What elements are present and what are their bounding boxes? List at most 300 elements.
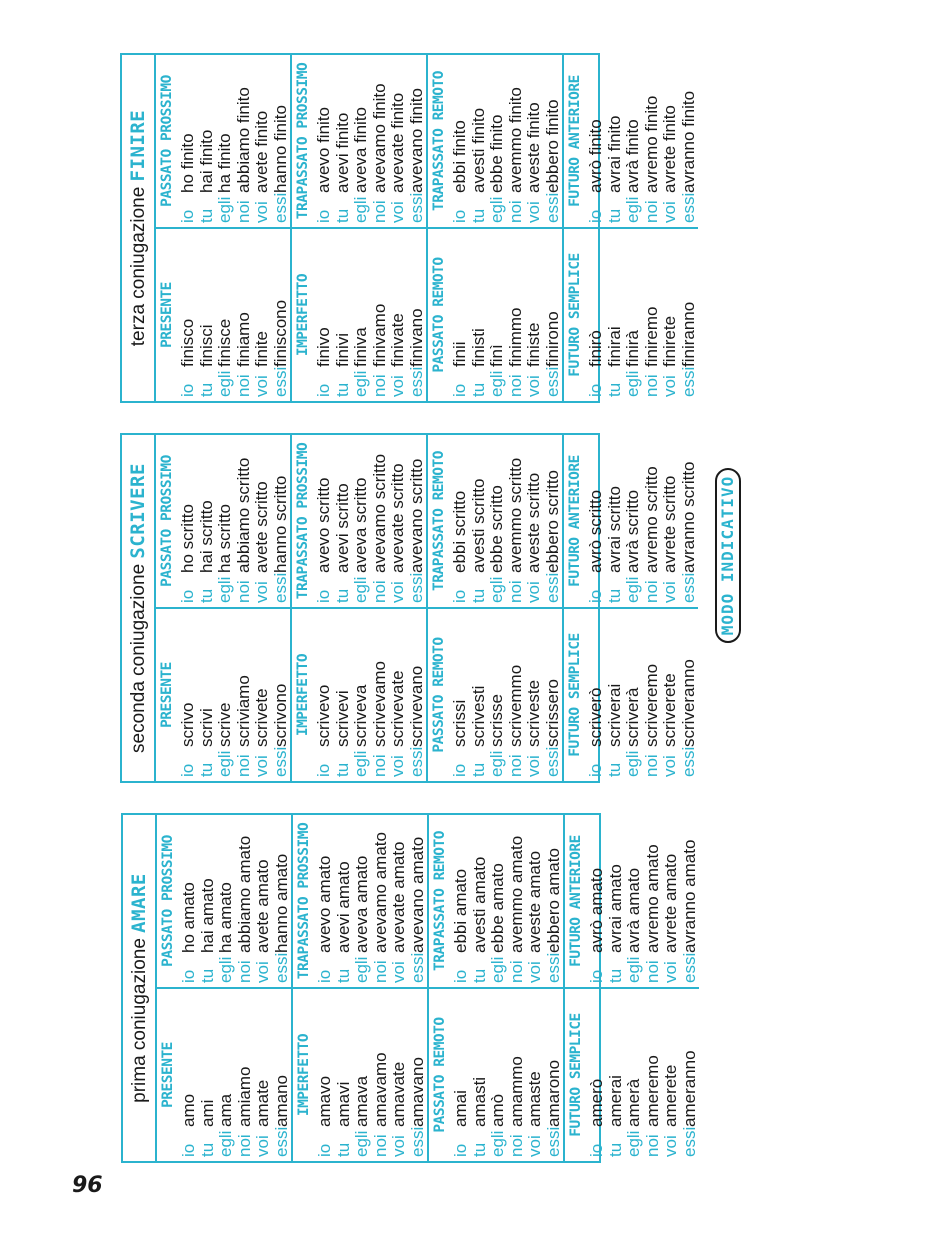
tense-block	[292, 435, 426, 607]
verb-form: avesti finito	[468, 107, 488, 193]
pronoun: egli	[215, 370, 234, 397]
conjugation-form	[587, 233, 606, 397]
tense-row	[291, 815, 427, 1161]
pronoun: io	[314, 763, 333, 777]
verb-form: avesti scritto	[468, 478, 488, 573]
conjugation-form	[661, 439, 680, 603]
pronoun: io	[450, 763, 469, 777]
verb-form: finisci	[196, 324, 216, 367]
verb-form: avevate scritto	[388, 463, 407, 573]
pronoun: voi	[660, 201, 679, 223]
conjugation-form	[217, 993, 236, 1157]
pronoun: noi	[233, 374, 253, 397]
tense-grid	[156, 55, 698, 401]
pronoun: tu	[333, 1142, 353, 1157]
conjugation-form	[488, 439, 507, 603]
pronoun: egli	[487, 196, 506, 223]
pronoun: noi	[505, 374, 525, 397]
pronoun: essi	[271, 952, 291, 983]
conjugation-form	[253, 613, 272, 777]
tense-heading: PRESENTE	[160, 1042, 176, 1108]
verb-form: abbiamo amato	[234, 835, 254, 953]
pronoun: tu	[332, 208, 352, 223]
verb-form: finì	[487, 344, 506, 367]
verb-form: scriveste	[524, 679, 543, 747]
conjugation-form	[316, 819, 335, 983]
pronoun: voi	[253, 961, 272, 983]
verb-form: scrissi	[450, 699, 469, 747]
tense-block	[156, 435, 290, 607]
verb-form: amavo	[315, 1075, 334, 1127]
conjugation-form	[198, 613, 217, 777]
pronoun: voi	[388, 581, 407, 603]
verb-form: scrivo	[178, 702, 197, 747]
verb-form: scrisse	[487, 694, 506, 747]
conjugation-form	[352, 233, 371, 397]
pronoun: tu	[196, 762, 216, 777]
conjugation-form	[471, 993, 490, 1157]
pronoun: io	[586, 383, 605, 397]
pronoun: io	[586, 763, 605, 777]
pronoun: io	[179, 1143, 198, 1157]
pronoun: io	[178, 763, 197, 777]
verb-form: avrò amato	[587, 867, 606, 953]
verb-form: hanno amato	[271, 853, 291, 953]
pronoun: egli	[624, 956, 643, 983]
conjugation-panel-scrivere	[120, 433, 698, 783]
verb-form: amavamo	[370, 1052, 390, 1127]
tense-heading: PASSATO PROSSIMO	[159, 75, 175, 207]
conjugation-form	[587, 59, 606, 223]
verb-form: amavi	[333, 1081, 353, 1127]
pronoun: egli	[487, 576, 506, 603]
verb-form: amerai	[605, 1075, 625, 1127]
pronoun: tu	[196, 382, 216, 397]
verb-form: amò	[488, 1093, 507, 1127]
conjugation-form	[236, 819, 255, 983]
verb-form: avesti amato	[469, 856, 489, 953]
conjugation-form	[216, 233, 235, 397]
pronoun: io	[314, 209, 333, 223]
pronoun: tu	[604, 208, 624, 223]
conjugation-form	[681, 993, 700, 1157]
verb-form: scriveva	[351, 684, 370, 747]
pronoun: tu	[468, 762, 488, 777]
verb-form: amavate	[389, 1061, 408, 1127]
verb-form: avrà finito	[623, 119, 642, 193]
conjugation-form	[179, 439, 198, 603]
verb-form: avremo finito	[641, 95, 661, 193]
tense-heading: IMPERFETTO	[296, 1033, 312, 1117]
pronoun: egli	[488, 956, 507, 983]
pronoun: voi	[389, 961, 408, 983]
tense-block	[564, 607, 698, 781]
verb-form: avrà amato	[624, 867, 643, 953]
verb-form: abbiamo finito	[233, 87, 253, 193]
tense-heading: PRESENTE	[159, 282, 175, 348]
verb-form: ebbe amato	[488, 863, 507, 953]
tense-row	[156, 55, 290, 401]
conjugation-form	[544, 233, 563, 397]
tense-heading: FUTURO SEMPLICE	[567, 253, 583, 377]
tense-heading: TRAPASSATO PROSSIMO	[295, 442, 311, 600]
verb-form: avrà scritto	[623, 489, 642, 573]
pronoun: io	[587, 969, 606, 983]
conjugation-form	[315, 613, 334, 777]
pronoun: noi	[369, 754, 389, 777]
tense-block	[292, 55, 426, 227]
conjugation-form	[606, 439, 625, 603]
tense-row	[426, 55, 562, 401]
conjugation-form	[680, 59, 699, 223]
conjugation-form	[273, 993, 292, 1157]
verb-form: amai	[451, 1090, 470, 1127]
pronoun: tu	[332, 382, 352, 397]
pronoun: essi	[543, 952, 563, 983]
conjugation-form	[643, 613, 662, 777]
conjugation-form	[588, 819, 607, 983]
conjugation-form	[198, 233, 217, 397]
verb-form: avevo scritto	[314, 477, 333, 573]
verb-form: amiamo	[234, 1066, 254, 1127]
conjugation-form	[179, 613, 198, 777]
verb-form: amo	[179, 1093, 198, 1127]
conjugation-form	[607, 819, 626, 983]
verb-form: scriverai	[604, 683, 624, 747]
verb-form: finirà	[623, 330, 642, 367]
tense-block	[156, 607, 290, 781]
verb-form: avevano finito	[406, 88, 426, 193]
pronoun: tu	[197, 968, 217, 983]
pronoun: io	[179, 969, 198, 983]
pronoun: noi	[641, 200, 661, 223]
pronoun: io	[586, 209, 605, 223]
pronoun: noi	[369, 580, 389, 603]
verb-form: avevi finito	[332, 112, 352, 193]
verb-form: ha amato	[216, 882, 235, 953]
pronoun: noi	[369, 374, 389, 397]
conjugation-label: prima coniugazione	[129, 938, 150, 1103]
verb-form: avrò finito	[586, 119, 605, 193]
conjugation-form	[470, 439, 489, 603]
conjugation-form	[606, 613, 625, 777]
verb-form: finimmo	[505, 307, 525, 367]
conjugation-form	[409, 819, 428, 983]
verb-form: avemmo scritto	[505, 457, 525, 573]
tense-row	[157, 815, 291, 1161]
pronoun: voi	[660, 581, 679, 603]
verb-form: ameremo	[642, 1055, 662, 1127]
verb-form: hai finito	[196, 129, 216, 193]
pronoun: noi	[234, 960, 254, 983]
conjugation-form	[451, 613, 470, 777]
conjugation-form	[488, 59, 507, 223]
panel-title	[123, 815, 157, 1161]
pronoun: noi	[233, 754, 253, 777]
verb-form: scriverete	[660, 673, 679, 747]
conjugation-form	[216, 613, 235, 777]
verb-form: amerete	[661, 1064, 680, 1127]
tense-heading: TRAPASSATO REMOTO	[431, 71, 447, 211]
conjugation-form	[235, 439, 254, 603]
verb-form: finii	[450, 341, 469, 367]
verb-form: finivi	[332, 332, 352, 367]
verb-form: finirete	[660, 315, 679, 367]
conjugation-form	[389, 613, 408, 777]
tense-heading: PRESENTE	[159, 662, 175, 728]
verb-form: avevo finito	[314, 107, 333, 193]
verb-form: avevamo finito	[369, 83, 389, 193]
verb-form: amano	[271, 1075, 291, 1127]
pronoun: essi	[270, 366, 290, 397]
conjugation-form	[644, 819, 663, 983]
pronoun: io	[450, 589, 469, 603]
pronoun: noi	[506, 1134, 526, 1157]
conjugation-form	[643, 439, 662, 603]
conjugation-form	[216, 59, 235, 223]
tense-block	[565, 815, 699, 987]
pronoun: egli	[487, 750, 506, 777]
conjugation-form	[180, 993, 199, 1157]
pronoun: tu	[469, 1142, 489, 1157]
pronoun: noi	[641, 374, 661, 397]
verb-form: amavano	[407, 1057, 427, 1127]
pronoun: voi	[388, 755, 407, 777]
tense-block	[429, 987, 563, 1161]
pronoun: voi	[252, 755, 271, 777]
pronoun: essi	[542, 366, 562, 397]
pronoun: tu	[604, 588, 624, 603]
rotated-content	[120, 53, 820, 1163]
verb-form: finirò	[586, 330, 605, 367]
pronoun: essi	[542, 572, 562, 603]
verb-name: SCRIVERE	[127, 463, 149, 559]
tense-block	[292, 607, 426, 781]
verb-form: abbiamo scritto	[233, 457, 253, 573]
pronoun: voi	[661, 1135, 680, 1157]
verb-form: ebbi scritto	[450, 490, 469, 573]
conjugation-form	[199, 819, 218, 983]
pronoun: voi	[660, 755, 679, 777]
verb-name: AMARE	[128, 873, 150, 933]
tense-grid	[157, 815, 699, 1161]
conjugation-form	[525, 233, 544, 397]
conjugation-form	[544, 439, 563, 603]
verb-form: scrissero	[542, 678, 562, 747]
verb-form: aveste finito	[524, 102, 543, 193]
conjugation-form	[544, 613, 563, 777]
pronoun: egli	[351, 370, 370, 397]
pronoun: tu	[468, 588, 488, 603]
verb-form: finiste	[524, 322, 543, 367]
tense-heading: TRAPASSATO REMOTO	[431, 451, 447, 591]
verb-form: scrivevo	[314, 684, 333, 747]
conjugation-form	[471, 819, 490, 983]
verb-form: hai amato	[197, 878, 217, 953]
conjugation-form	[353, 819, 372, 983]
verb-form: avevo amato	[315, 855, 334, 953]
conjugation-form	[681, 819, 700, 983]
pronoun: noi	[369, 200, 389, 223]
verb-form: scrivesti	[468, 685, 488, 747]
pronoun: noi	[505, 200, 525, 223]
conjugation-form	[488, 233, 507, 397]
pronoun: essi	[270, 746, 290, 777]
tense-row	[427, 815, 563, 1161]
conjugation-form	[334, 59, 353, 223]
pronoun: tu	[332, 588, 352, 603]
verb-form: finisti	[468, 328, 488, 367]
conjugation-form	[680, 613, 699, 777]
verb-form: ho amato	[179, 882, 198, 953]
pronoun: io	[587, 1143, 606, 1157]
tense-block	[428, 55, 562, 227]
verb-form: finirai	[604, 326, 624, 367]
verb-form: ebbe scritto	[487, 485, 506, 573]
verb-form: ebbe finito	[487, 114, 506, 193]
conjugation-form	[662, 993, 681, 1157]
verb-form: finite	[252, 331, 271, 367]
verb-form: finisco	[178, 318, 197, 367]
pronoun: voi	[252, 375, 271, 397]
conjugation-form	[451, 59, 470, 223]
conjugation-form	[408, 233, 427, 397]
verb-form: aveva scritto	[351, 477, 370, 573]
pronoun: tu	[196, 588, 216, 603]
conjugation-form	[452, 993, 471, 1157]
pronoun: io	[451, 969, 470, 983]
conjugation-form	[587, 613, 606, 777]
pronoun: tu	[468, 382, 488, 397]
conjugation-form	[272, 233, 291, 397]
pronoun: voi	[525, 961, 544, 983]
conjugation-form	[315, 439, 334, 603]
pronoun: tu	[605, 968, 625, 983]
tense-heading: FUTURO SEMPLICE	[568, 1013, 584, 1137]
verb-form: hanno finito	[270, 105, 290, 193]
conjugation-label: seconda coniugazione	[128, 563, 149, 753]
pronoun: voi	[253, 1135, 272, 1157]
conjugation-form	[661, 59, 680, 223]
pronoun: tu	[604, 382, 624, 397]
verb-form: avevamo amato	[370, 832, 390, 953]
tense-heading: FUTURO SEMPLICE	[567, 633, 583, 757]
verb-form: avevi scritto	[332, 483, 352, 573]
tense-heading: FUTURO ANTERIORE	[568, 835, 584, 967]
verb-form: avevi amato	[333, 861, 353, 953]
conjugation-form	[253, 439, 272, 603]
panel-title	[122, 435, 156, 781]
conjugation-form	[335, 819, 354, 983]
tense-heading: PASSATO PROSSIMO	[159, 455, 175, 587]
pronoun: voi	[660, 375, 679, 397]
pronoun: tu	[604, 762, 624, 777]
pronoun: io	[315, 1143, 334, 1157]
conjugation-form	[334, 613, 353, 777]
pronoun: essi	[270, 192, 290, 223]
conjugation-form	[371, 439, 390, 603]
tense-row	[562, 55, 698, 401]
pronoun: essi	[407, 1126, 427, 1157]
pronoun: io	[314, 383, 333, 397]
verb-form: finiscono	[270, 299, 290, 367]
verb-form: scrivevano	[406, 665, 426, 747]
pronoun: egli	[623, 750, 642, 777]
conjugation-form	[680, 439, 699, 603]
tense-heading: PASSATO REMOTO	[431, 257, 447, 373]
verb-form: scrivi	[196, 708, 216, 747]
verb-name: FINIRE	[127, 109, 149, 182]
pronoun: essi	[543, 1126, 563, 1157]
verb-form: hai scritto	[196, 500, 216, 573]
verb-form: avrai amato	[605, 864, 625, 953]
conjugation-form	[525, 613, 544, 777]
conjugation-form	[606, 59, 625, 223]
pronoun: voi	[388, 201, 407, 223]
pronoun: tu	[196, 208, 216, 223]
conjugation-form	[452, 819, 471, 983]
conjugation-form	[508, 993, 527, 1157]
tense-block	[428, 227, 562, 401]
pronoun: noi	[642, 1134, 662, 1157]
conjugation-form	[254, 819, 273, 983]
conjugation-form	[273, 819, 292, 983]
tense-row	[156, 435, 290, 781]
tense-heading: IMPERFETTO	[295, 273, 311, 357]
verb-form: ebbero amato	[543, 848, 563, 953]
conjugation-form	[607, 993, 626, 1157]
conjugation-form	[217, 819, 236, 983]
conjugation-form	[352, 59, 371, 223]
verb-form: scriviamo	[233, 675, 253, 747]
tense-block	[157, 987, 291, 1161]
pronoun: io	[450, 209, 469, 223]
tense-row	[290, 435, 426, 781]
verb-form: aveva finito	[351, 107, 370, 193]
pronoun: io	[315, 969, 334, 983]
tense-row	[290, 55, 426, 401]
tense-block	[428, 607, 562, 781]
verb-form: finiamo	[233, 312, 253, 367]
verb-form: finiva	[351, 327, 370, 367]
conjugation-form	[235, 613, 254, 777]
conjugation-form	[451, 233, 470, 397]
pronoun: voi	[524, 755, 543, 777]
pronoun: egli	[215, 576, 234, 603]
conjugation-form	[470, 233, 489, 397]
pronoun: noi	[234, 1134, 254, 1157]
verb-form: ho scritto	[178, 504, 197, 573]
tense-heading: PASSATO PROSSIMO	[160, 835, 176, 967]
pronoun: noi	[233, 200, 253, 223]
pronoun: essi	[679, 1126, 699, 1157]
verb-form: amava	[352, 1075, 371, 1127]
verb-form: avete finito	[252, 110, 271, 193]
verb-form: scrivono	[270, 683, 290, 747]
pronoun: voi	[252, 201, 271, 223]
pronoun: io	[450, 383, 469, 397]
conjugation-form	[507, 613, 526, 777]
conjugation-form	[408, 613, 427, 777]
pronoun: tu	[333, 968, 353, 983]
conjugation-panel-amare	[121, 813, 699, 1163]
conjugation-form	[526, 993, 545, 1157]
conjugation-form	[389, 439, 408, 603]
conjugation-panel-finire	[120, 53, 698, 403]
conjugation-form	[235, 59, 254, 223]
tense-heading: TRAPASSATO PROSSIMO	[296, 822, 312, 980]
conjugation-form	[507, 233, 526, 397]
